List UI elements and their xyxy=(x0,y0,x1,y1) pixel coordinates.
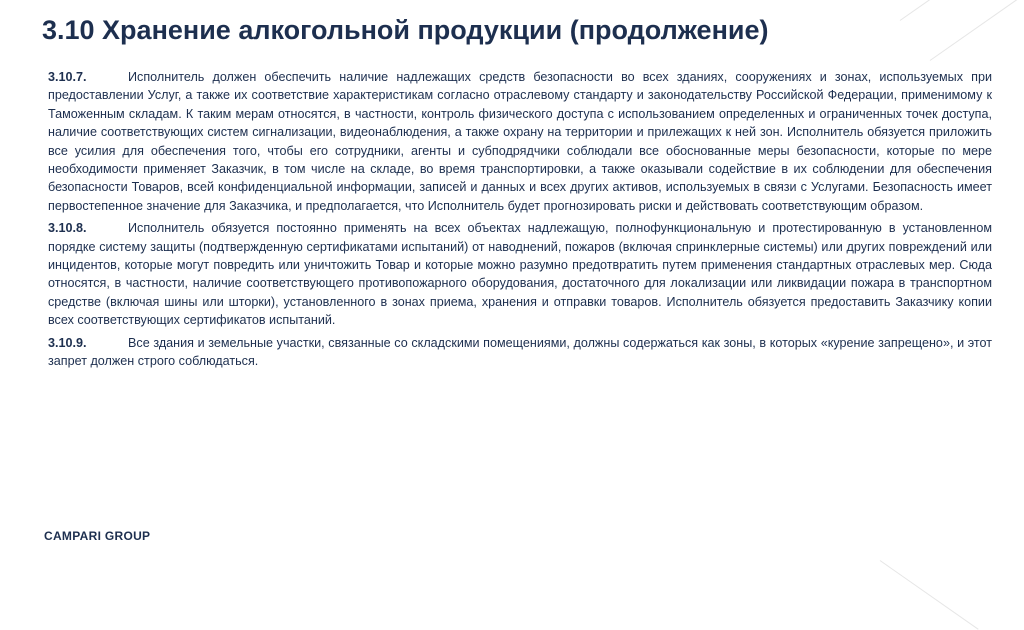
clause-3-10-7 xyxy=(48,68,992,215)
clause-text: Исполнитель обязуется постоянно применять на всех объектах надлежащую, полнофункциональную и протестированную в установленном порядке систему защиты (подтвержденную сертификатами испытаний) от наводнений, пожаров (включая спринклерные системы) или других повреждений или инцидентов, которые могут повредить или уничтожить Товар и которые можно разумно предотвратить путем применения стандартных отраслевых мер. Сюда относятся, в частности, наличие соответствующего противопожарного оборудования, достаточного для локализации или ликвидации пожара в транспортном средстве (включая шины или шторки), установленного в зонах приема, хранения и отправки товаров. Исполнитель обязуется предоставить Заказчику копии всех соответствующих сертификатов испытаний. xyxy=(48,221,992,328)
decorative-corner-line xyxy=(880,560,979,630)
slide-body xyxy=(48,68,992,375)
clause-3-10-9 xyxy=(48,334,992,371)
decorative-corner-line xyxy=(900,0,999,21)
clause-number: 3.10.8. xyxy=(48,221,87,236)
clause-text: Исполнитель должен обеспечить наличие надлежащих средств безопасности во всех зданиях, сооружениях и зонах, используемых при предоставлении Услуг, а также их соответствие характеристикам согласно отраслевому стандарту и законодательству Российской Федерации, применимому к Таможенным складам. К таким мерам относятся, в частности, контроль физического доступа с использованием определенных и ограниченных точек доступа, наличие соответствующих систем сигнализации, видеонаблюдения, а также охрану на территории и прилежащих к ней зон. Исполнитель обязуется приложить все усилия для обеспечения того, чтобы его сотрудники, агенты и субподрядчики соблюдали все обоснованные меры безопасности, которые по мере необходимости применяет Заказчик, в том числе на складе, во время транспортировки, а также оказывали содействие в их соблюдении для обеспечения безопасности Товаров, всей конфиденциальной информации, записей и данных и всех других активов, используемых в связи с Услугами. Безопасность имеет первостепенное значение для Заказчика, и предполагается, что Исполнитель будет прогнозировать риски и действовать соответствующим образом. xyxy=(48,70,992,213)
decorative-corner-line xyxy=(930,0,1024,61)
slide-title: 3.10 Хранение алкогольной продукции (продолжение) xyxy=(42,15,769,45)
campari-group-logo: CAMPARI GROUP xyxy=(44,529,151,543)
clause-number: 3.10.9. xyxy=(48,335,87,350)
clause-text: Все здания и земельные участки, связанные со складскими помещениями, должны содержаться как зоны, в которых «курение запрещено», и этот запрет должен строго соблюдаться. xyxy=(48,335,992,369)
clause-number: 3.10.7. xyxy=(48,70,87,84)
clause-3-10-8 xyxy=(48,219,992,329)
